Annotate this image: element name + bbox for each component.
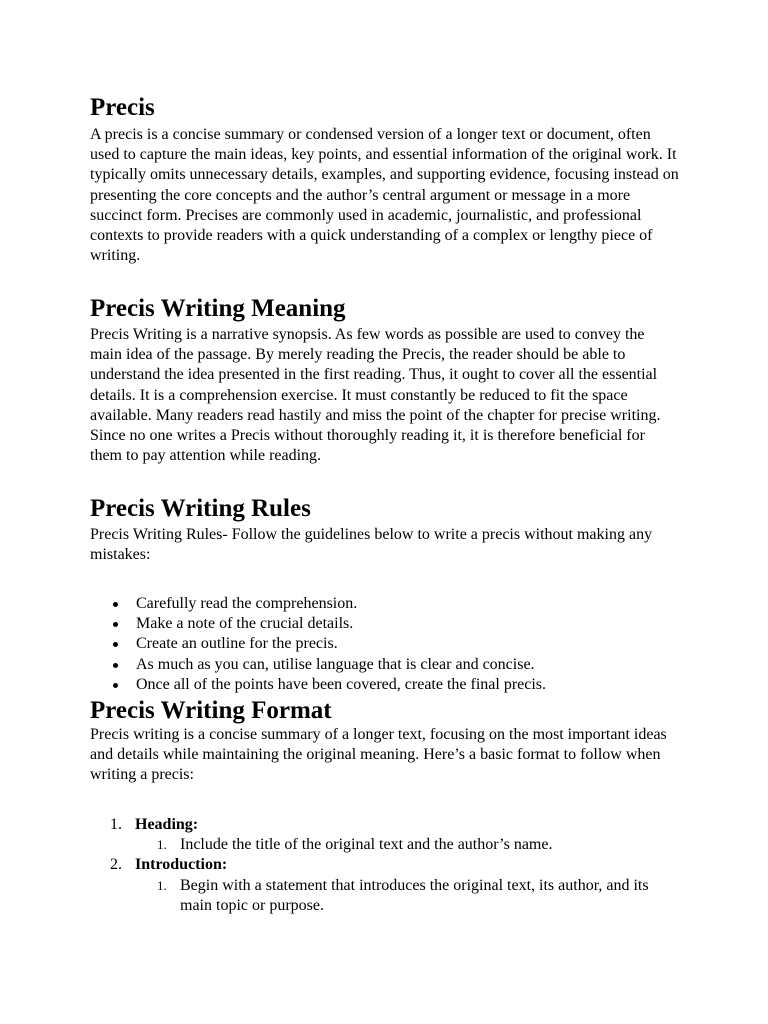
list-item: Carefully read the comprehension. (90, 594, 546, 614)
heading-precis-writing-format: Precis Writing Format (90, 697, 332, 724)
list-label: Introduction: (135, 856, 228, 873)
heading-precis-writing-meaning: Precis Writing Meaning (90, 295, 346, 322)
sub-list-number: 1. (157, 837, 167, 852)
bullet-icon (113, 642, 118, 647)
list-item: Once all of the points have been covered, create the final precis. (90, 675, 546, 695)
list-number: 1. (110, 816, 122, 833)
sub-list-text: Begin with a statement that introduces the original text, its author, and its main topic or purpose. (180, 877, 649, 915)
bullet-icon (113, 622, 118, 627)
sub-list-number: 1. (157, 878, 167, 893)
list-number: 2. (110, 856, 122, 873)
list-item: Make a note of the crucial details. (90, 614, 546, 634)
paragraph-precis-writing-rules: Precis Writing Rules- Follow the guidelines below to write a precis without making any mistakes: (90, 526, 653, 564)
list-item: As much as you can, utilise language that is clear and concise. (90, 655, 546, 675)
list-label: Heading: (135, 816, 199, 833)
heading-precis-writing-rules: Precis Writing Rules (90, 495, 311, 522)
paragraph-precis-writing-meaning: Precis Writing is a narrative synopsis. As few words as possible are used to convey the main idea of the passage. By merely reading the Precis, the reader should be able to understand the idea presented in the first reading. Thus, it ought to cover all the essential details. It is a comprehension exercise. It must constantly be reduced to fit the space available. Many readers read hastily and miss the point of the chapter for precise writing. Since no one writes a Precis without thoroughly reading it, it is therefore beneficial for them to pay attention while reading. (90, 326, 661, 465)
list-item: Create an outline for the precis. (90, 634, 546, 654)
bullet-icon (113, 683, 118, 688)
paragraph-precis: A precis is a concise summary or condensed version of a longer text or document, often used to capture the main ideas, key points, and essential information of the original work. It typically omits unnecessary details, examples, and supporting evidence, focusing instead on presenting the core concepts and the author’s central argument or message in a more succinct form. Precises are commonly used in academic, journalistic, and professional contexts to provide readers with a quick understanding of a complex or lengthy piece of writing. (90, 126, 679, 265)
sub-list-text: Include the title of the original text and the author’s name. (180, 836, 553, 853)
paragraph-precis-writing-format: Precis writing is a concise summary of a longer text, focusing on the most important ideas and details while maintaining the original meaning. Here’s a basic format to follow when writing a precis: (90, 726, 667, 784)
bullet-icon (113, 663, 118, 668)
rules-bullet-list (90, 594, 546, 695)
heading-precis: Precis (90, 94, 155, 121)
bullet-icon (113, 602, 118, 607)
